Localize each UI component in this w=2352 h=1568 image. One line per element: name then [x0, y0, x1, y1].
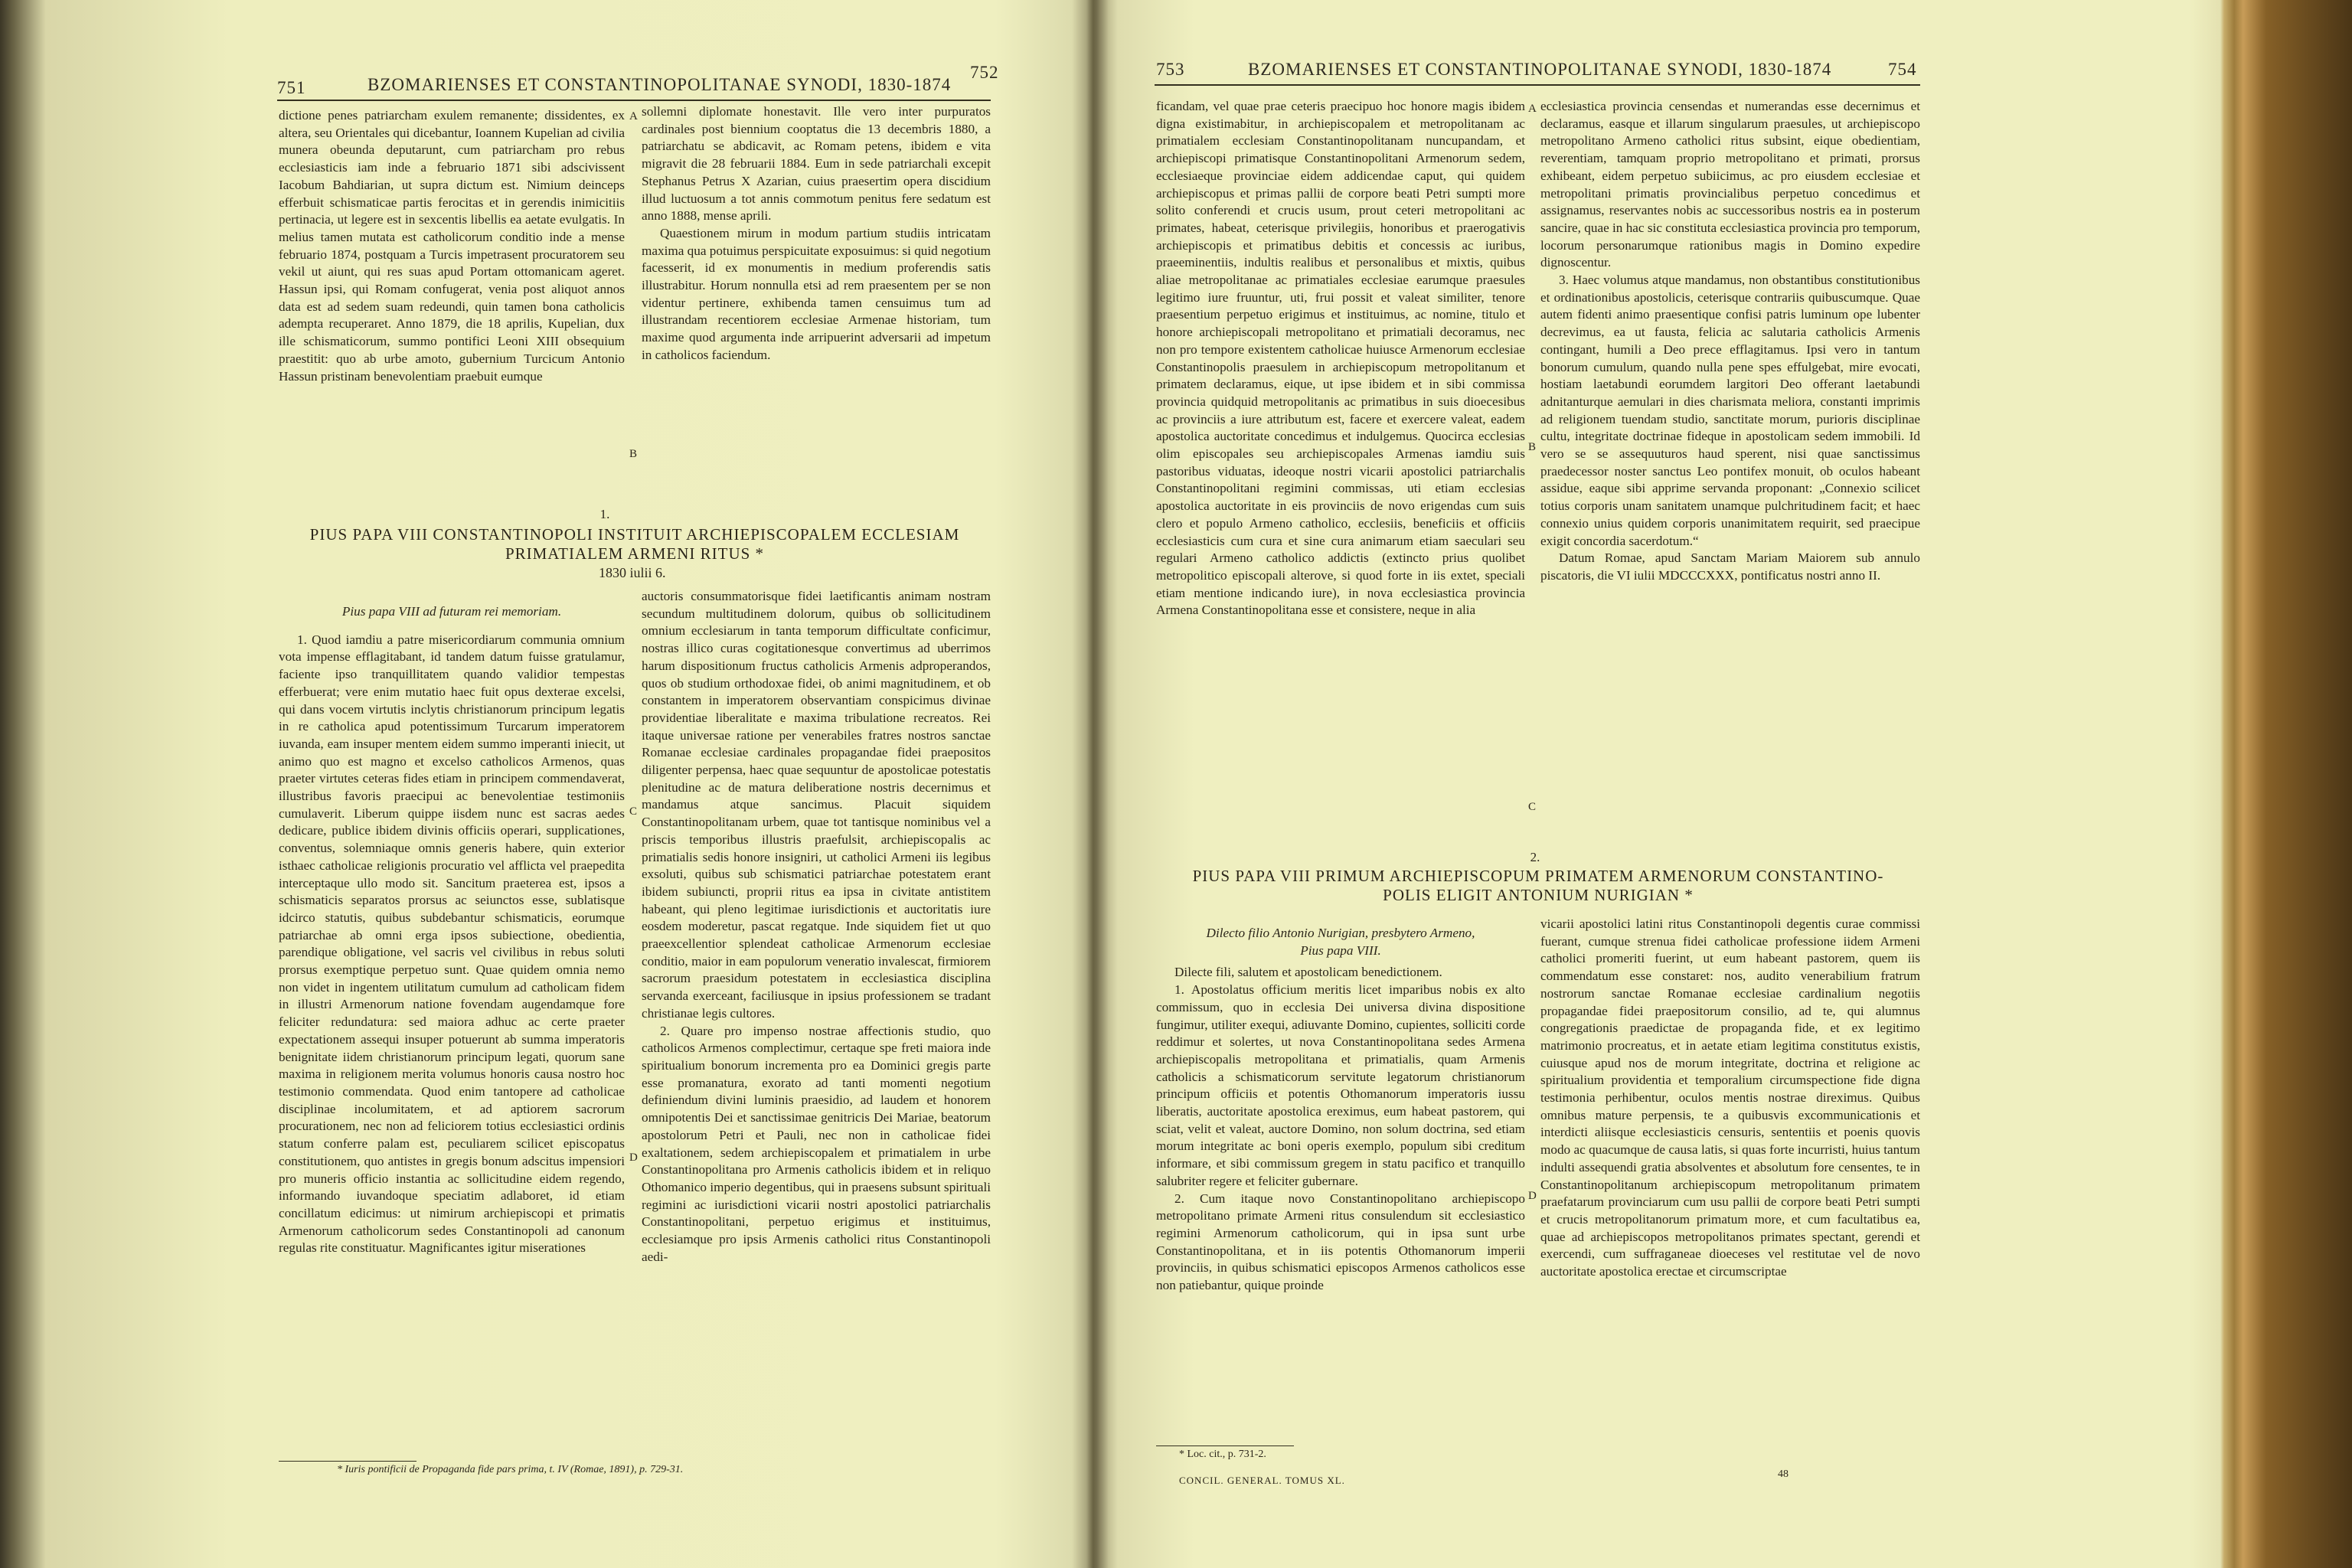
- header-rule: [1155, 84, 1920, 86]
- paragraph: vicarii apostolici latini ritus Constantinopoli degentis curae commissi fuerant, cumque strenua fidei catholicae professione iidem Armeni catholici promeriti fuerint, ut eum habeant pastorem, quem iis commendatum esse constaret: nos, audito venerabilium fratrum nostrorum sanctae Romanae ecclesiae cardinalium negotiis propagandae fidei praepositorum consilio, ad te, qui alumnus congregationis praedictae de propaganda fide, et ex legitimo matrimonio procreatus, et in aetate etiam legitima constitutus existis, cuiusque apud nos de morum integritate, doctrina et religione ac spiritualium providentia et temporalium circumspectione fide digna testimonia perhibentur, oculos mentis nostrae direximus. Quibus omnibus mature perpensis, te a quibusvis excommunicationis et interdicti aliisque ecclesiasticis censuris, sententiis et poenis quovis modo ac quacumque de causa latis, si quas forte incurristi, huius tantum indulti assequendi gratia absolventes et absolutum fore censentes, te in Constantinopolitanum archiepiscopum metropolitanum primatem praefatarum provinciarum cum usu pallii de corpore beati Petri sumpti et crucis metropolitanorum primatum more, et cum facultatibus ea, quae ad archiepiscopos metropolitanos primates spectant, gerendi et exercendi, cum suffraganeae dioeceses vel restitutae vel de novo auctoritate apostolica erectae et circumscriptae: [1540, 916, 1920, 1279]
- section-date: 1830 iulii 6.: [599, 565, 666, 580]
- paragraph: auctoris consummatorisque fidei laetificantis animam nostram secundum multitudinem dolorum, quibus ob sollicitudinem omnium ecclesiarum in tanta temporum difficultate conficimur, nostras illico curas cogitationesque convertimus ad uberrimos harum dispositionum fructus catholicis Armenis adproperandos, quos ob studium orthodoxae fidei, ob animi magnitudinem, et ob constantem in imperatorem observantiam conspicimus divinae providentiae liberalitate e maxima tribulatione recreatos. Rei itaque universae ratione per venerabiles fratres nostros sanctae Romanae ecclesiae cardinales propagandae fidei praepositos diligenter perpensa, haec quae sequuntur de apostolicae potestatis plenitudine ac de matura deliberatione nostris decernimus et mandamus atque sancimus. Placuit siquidem Constantinopolitanam urbem, quae tot tantisque nominibus vel a priscis temporibus illustris praefulsit, archiepiscopalis ac primatialis sedis honore insigniri, ut catholici Armeni iis legibus exsoluti, quibus sub schismatici patriarchae potestatem erant ibidem subiuncti, proprii ritus ea ipsa in civitate antistitem habeant, qui pleno legitimae iurisdictionis et auctoritatis iure eosdem moderetur, pascat regatque. Inde siquidem fiet ut quo praeexcellentior splendeat catholicae Armenorum ecclesiae conditio, maior in eam populorum veneratio invalescat, firmiorem sacrorum praesidum potestatem in ecclesiastica disciplina servanda exerceant, faciliusque in ipsius professionem se tradant christianae legis cultores.: [642, 589, 991, 1021]
- paragraph: 2. Quare pro impenso nostrae affectionis studio, quo catholicos Armenos complectimur, certaque spe freti maiora inde spiritualium bonorum incrementa pro ea Dominici gregis parte esse promanatura, exorato ad tanti momenti negotium definiendum divini luminis praesidio, ad laudem et honorem omnipotentis Dei et sanctissimae genitricis Dei Mariae, beatorum apostolorum Petri et Pauli, nec non in catholicae fidei exaltationem, sedem archiepiscopalem et primatialem in urbe Constantinopolitana pro Armenis catholicis ibidem et in reliquo Othomanico imperio degentibus, qui in praesens subsunt spirituali regimini ac iurisdictioni vicarii nostri apostolici patriarchalis Constantinopolitani, perpetuo erigimus et instituimus, ecclesiamque pro ipsis Armenis catholici ritus Constantinopoli aedi-: [642, 1023, 991, 1264]
- paragraph: dictione penes patriarcham exulem remanente; dissidentes, ex altera, seu Orientales qui dicebantur, Ioannem Kupelian ad civilia munera obeunda deputarunt, cum patriarcham pro rebus ecclesiasticis iam inde a februario 1871 sibi adscivissent Iacobum Bahdiarian, ut supra dictum est. Nimium deinceps efferbuit schismaticae partis ferocitas et in gerendis inimicitiis pertinacia, ut legere est in sexcentis libellis ea aetate evulgatis. In melius tamen mutata est catholicorum conditio inde a mense februario 1874, postquam a Turcis impetrasent procuratorem seu vekil ut aiunt, qui res suas apud Portam ottomanicam ageret. Hassun ipsi, qui Romam confugerat, venia post aliquot annos data est ad sedem suam redeundi, quin tamen bona catholicis adempta recuperaret. Anno 1879, die 18 aprilis, Kupelian, dux ille schismaticorum, summo pontifici Leoni XIII obsequium praestitit: quo ab urbe amoto, gubernium Turcicum Antonio Hassun pristinam benevolentiam praebuit eumque: [279, 108, 625, 384]
- paragraph: ecclesiastica provincia censendas et numerandas esse decernimus et declaramus, easque et illarum singularum praesules, ut archiepiscopo metropolitano Armeno catholici ritus subsint, eique obedientiam, reverentiam, tamquam proprio metropolitano et primati, prorsus exhibeant, eidem perpetuo subiicimus, ac pro eiusdem ecclesiae et metropolitani primatis provincialibus perpetuo concedimus et assignamus, reservantes nobis ac successoribus nostris ea in posterum sancire, quae in hac sic constituta ecclesiastica provincia pro temporum, locorum personarumque rationibus magis in Domino expedire dignoscentur.: [1540, 99, 1920, 270]
- margin-marker-b: B: [629, 448, 638, 460]
- left-top-column-2: [642, 103, 991, 364]
- paragraph: ficandam, vel quae prae ceteris praecipuo hoc honore magis ibidem digna existimabitur, in archiepiscopalem et metropolitanam ac primatialem ecclesiam Constantinopolitanam nuncupandam, et archiepiscopi primatisque Constantinopolitani Armenorum sedem, ecclesiaeque provinciae eidem addicendae caput, qui quidem archiepiscopus et primas pallii de corpore beati Petri sumpti more solito conferendi et crucis usum, prout ceteri metropolitani ac primates, habeat, ceterisque privilegiis, honoribus et praerogativis archiepiscopis et primatibus debitis et concessis ac iuribus, praeeminentiis, indultis realibus et personalibus et mixtis, quibus aliae metropolitanae ac primatiales ecclesiae earumque praesules legitimo iure fruuntur, uti, frui possit et valeat similiter, tenore praesentium perpetuo erigimus et instituimus, ac nomine, titulo et honore archiepiscopali metropolitano et primatiali decoramus, nec non pro tempore existentem catholicae huiusce Armenorum ecclesiae Constantinopolis praesulem in archiepiscopum metropolitanum et primatem declaramus, eique, ut ipse ibidem et in sibi commissa provincia quidquid metropolitanis ac primatibus in suis dioecesibus ac provinciis a iure attributum est, facere et exercere valeat, eadem apostolica auctoritate concedimus et indulgemus. Quocirca ecclesias olim episcopales seu archiepiscopales Armenas iamdiu suis pastoribus viduatas, ideoque nostri vicarii apostolici patriarchalis Constantinopolitani regimini commissas, uti etiam ecclesias apostolica auctoritate in eis provinciis de novo erigendas cum suis clero et populo Armeno catholico, ecclesiis, beneficiis et officiis ecclesiasticis cum cura et sine cura animarum etiam saeculari seu regulari Armeno catholico addictis (extincto prius quolibet metropolitico episcopali alterove, si quod forte in iis extet, speciali etiam mentione indicando iure), in nova ecclesiastica provincia Armena Constantinopolitana esse et consistere, neque in alia: [1156, 99, 1525, 618]
- salutation: Pius papa VIII ad futuram rei memoriam.: [341, 604, 562, 619]
- left-page: [46, 0, 1087, 1568]
- salutation-line: Pius papa VIII.: [1300, 942, 1381, 958]
- page-number-751: 751: [277, 78, 306, 97]
- running-head-right: BZOMARIENSES ET CONSTANTINOPOLITANAE SYNODI, 1830-1874: [1248, 60, 1832, 79]
- margin-marker-d: D: [1528, 1190, 1537, 1202]
- left-top-column-1: [279, 107, 625, 385]
- sheet-signature: CONCIL. GENERAL. TOMUS XL.: [1179, 1475, 1345, 1486]
- right-page: [1118, 0, 2190, 1568]
- paragraph: 2. Cum itaque novo Constantinopolitano archiepiscopo metropolitano primate Armeni ritus consulendum sit ecclesiastico regimini Armenorum catholicorum, qui in ipsa sunt urbe Constantinopolitana, et in iis potentis Othomanorum imperii provinciis, in quibus schismatici episcopos Armenos catholicos esse non patiebantur, quique proinde: [1156, 1191, 1525, 1293]
- left-bottom-column-2: [642, 588, 991, 1266]
- section-title: [1156, 867, 1920, 905]
- page-number-752: 752: [970, 63, 999, 82]
- sheet-number: 48: [1778, 1468, 1788, 1480]
- section-title-line: PIUS PAPA VIII CONSTANTINOPOLI INSTITUIT ARCHIEPISCOPALEM ECCLESIAM: [309, 525, 960, 544]
- paragraph: Datum Romae, apud Sanctam Mariam Maiorem sub annulo piscatoris, die VI iulii MDCCCXXX, pontificatus nostri anno II.: [1540, 550, 1920, 583]
- footnote: * Iuris pontificii de Propaganda fide pars prima, t. IV (Romae, 1891), p. 729-31.: [337, 1464, 684, 1475]
- section-number: 1.: [599, 507, 610, 521]
- book-gutter: [1086, 0, 1109, 1568]
- paragraph: sollemni diplomate honestavit. Ille vero inter purpuratos cardinales post biennium cooptatus die 13 decembris 1880, a patriarchatu se abdicavit, ac Romam petens, ibidem e vita migravit die 28 februarii 1884. Eum in sede patriarchali excepit Stephanus Petrus X Azarian, cuius praesertim opera discidium illud luctuosum a tot annis commotum penitus fere sedatum est anno 1888, mense aprili.: [642, 104, 991, 224]
- paragraph: 1. Quod iamdiu a patre misericordiarum communia omnium vota impense efflagitabant, id tandem datum fuisse gratulamur, faciente ipso tranquillitatem quando validior tempestas efferbuerat; vere enim mutatio haec fuit opus dexterae excelsi, qui dans vocem virtutis inclytis christianorum principum legatis in re catholica apud potentissimum Turcarum imperatorem iuvanda, eam insuper mentem eidem summo imperanti iniecit, ut animo quo est magno et excelso catholicos Armenos, quas praeter virtutes ceteras fides etiam in principem commendaverat, illustribus favoris praecipui ac benevolentiae testimoniis cumulaverit. Liberum quippe iisdem nunc est sacras aedes dedicare, publice ibidem divinis officiis operari, supplicationes, conventus, solemniaque omnis generis habere, quin exterior isthaec catholicae religionis procuratio vel afflicta vel praepedita interceptaque ullo modo sit. Sancitum praeterea est, ipsos a schismaticis separatos prorsus ac seiunctos esse, sublatisque idcirco statutis, quibus subdebantur schismaticis, eorumque patriarchae ab omni erga ipsos subiectione, obedientia, parendique obligatione, vel sacris vel civilibus in rebus soluti prorsus exemptique perpetuo sunt. Quae quidem omnia nemo non videt in ingentem utilitatum cumulum ad catholicam fidem in illustri Armenorum natione fovendam augendamque fore feliciter redundatura: sed maiora adhuc ac certe praeter expectationem assequi insuper potuerunt ab summa imperatoris benignitate iidem christianorum principum legati, quorum sane maxima in religionem merita volumus honoris causa nostro hoc testimonio commendata. Quod enim tantopere ad catholicae disciplinae incolumitatem, et ad aptiorem sacrorum procurationem, nec non ad feliciorem totius ecclesiastici ordinis statum conferre palam est, peculiarem scilicet episcopatus constitutionem, quo antistes in gregis bonum adscitus impensiori pro muneris officio instantia ac sollicitudine eidem regendo, informando iuvandoque speciatim adlaboret, id etiam concillatum edicimus: ut nimirum archiepiscopi et primatis Armenorum catholicorum sedes Constantinopoli ad canonum regulas rite constituatur. Magnificantes igitur miserationes: [279, 632, 625, 1256]
- margin-marker-d: D: [629, 1152, 638, 1164]
- paragraph: 1. Apostolatus officium meritis licet imparibus nobis ex alto commissum, quo in ecclesia Dei universa divina dispositione fungimur, utiliter exequi, adiuvante Domino, cupientes, solliciti corde reddimur et solertes, ut nova Constantinopolitana sedes Armena archiepiscopalis metropolitana et primatialis, quam Armenis catholicis a schismaticorum servitute legatorum christianorum principum officiis et potentis Othomanorum imperatoris iussu liberatis, auctoritate apostolica ereximus, eum habeat pastorem, qui sciat, velit et valeat, auctore Domino, non solum doctrina, sed etiam morum integritate ac boni operis exemplo, populum sibi creditum informare, et sibi commissum gregem in statu pacifico et tranquillo salubriter regere et feliciter gubernare.: [1156, 982, 1525, 1188]
- section-title: [279, 525, 991, 564]
- right-bottom-column-2: [1540, 916, 1920, 1281]
- section-title-line: POLIS ELIGIT ANTONIUM NURIGIAN *: [1383, 886, 1694, 904]
- section-title-line: PRIMATIALEM ARMENI RITUS *: [505, 544, 765, 563]
- paragraph: 3. Haec volumus atque mandamus, non obstantibus constitutionibus et ordinationibus apostolicis, ceterisque contrariis quibuscumque. Quae autem fidenti animo praesentique confisi patris luminum ope lubenter decrevimus, ea ut fausta, felicia ac salutaria catholicis Armenis contingant, humili a Deo prece efflagitamus. Ipsi vero in tantum bonorum cumulum, quando nulla pene spes effulgebat, mire evocati, hostiam laetabundi eorumdem largitori Deo offerant laetabundi adnitanturque aemulari in dies charismata meliora, constanti imprimis ad religionem tuendam studio, sanctitate morum, purioris disciplinae cultu, integritate doctrinae fideque in apostolicam sedem immobili. Id vero se se assequuturos haud sperent, nisi quae sanctissimus praedecessor noster sanctus Leo pontifex monuit, ob oculos habeant assidue, eaque sibi apprime servanda proponant: „Connexio scilicet totius corporis unam sanitatem unamque pulchritudinem facit; et haec connexio unius quidem corporis unanimitatem requirit, sed praecipue exigit concordia sacerdotum.“: [1540, 273, 1920, 548]
- right-bottom-column-1: [1156, 925, 1525, 1295]
- running-head-left: BZOMARIENSES ET CONSTANTINOPOLITANAE SYNODI, 1830-1874: [368, 75, 952, 94]
- margin-marker-b: B: [1528, 441, 1537, 453]
- section-number: 2.: [1530, 850, 1540, 864]
- page-number-753: 753: [1156, 60, 1185, 79]
- footnote: * Loc. cit., p. 731-2.: [1179, 1449, 1266, 1460]
- margin-marker-a: A: [1528, 103, 1537, 115]
- salutation-line: Dilecto filio Antonio Nurigian, presbytero Armeno,: [1206, 926, 1475, 940]
- margin-marker-c: C: [629, 805, 638, 818]
- section-title-line: PIUS PAPA VIII PRIMUM ARCHIEPISCOPUM PRIMATEM ARMENORUM CONSTANTINO-: [1192, 867, 1884, 885]
- greeting: Dilecte fili, salutem et apostolicam benedictionem.: [1174, 965, 1442, 980]
- right-top-column-1: [1156, 98, 1525, 619]
- header-rule: [277, 100, 991, 101]
- footnote-rule: [279, 1461, 416, 1462]
- margin-marker-a: A: [629, 110, 638, 122]
- page-number-754: 754: [1888, 60, 1917, 79]
- paragraph: Quaestionem mirum in modum partium studiis intricatam maxima qua potuimus perspicuitate exposuimus: si quid negotium facesserit, id ex monumentis in medium proferendis satis illustrabitur. Horum nonnulla etsi ad rem praesentem per se non videntur pertinere, exhibenda tamen censuimus tum ad illustrandam recentiorem ecclesiae Armenae historiam, tum maxime quod argumenta inde arripuerint adversarii ad impetum in catholicos faciendum.: [642, 225, 991, 362]
- left-bottom-column-1: [279, 590, 625, 1257]
- right-top-column-2: [1540, 98, 1920, 585]
- margin-marker-c: C: [1528, 801, 1537, 813]
